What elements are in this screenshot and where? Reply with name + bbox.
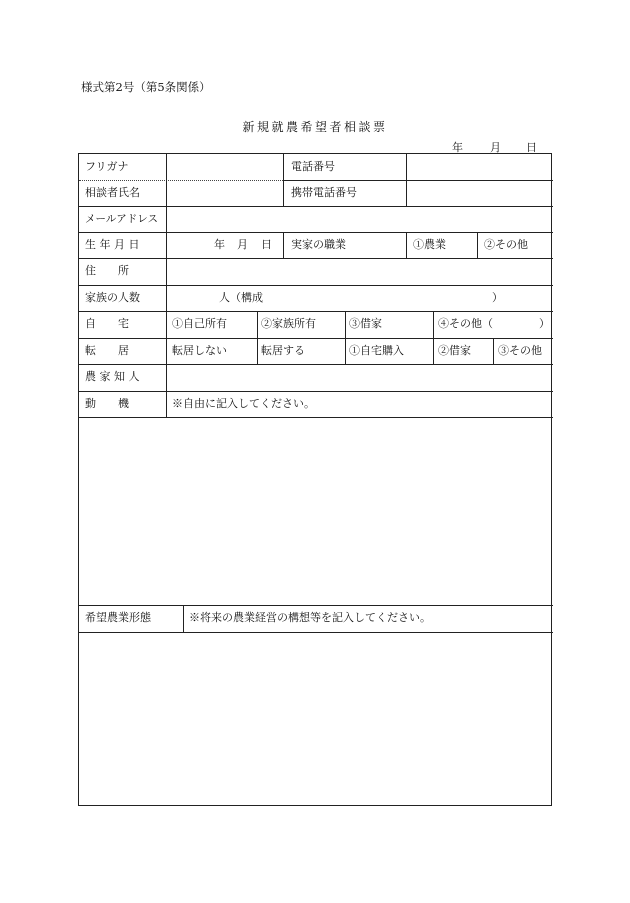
row-divider: [283, 180, 553, 181]
motive-hint: ※自由に記入してください。: [172, 397, 315, 410]
row-divider: [79, 632, 553, 633]
row-divider: [79, 258, 553, 259]
applicant-name-label: 相談者氏名: [85, 186, 140, 199]
row-divider: [79, 605, 553, 606]
col-divider: [406, 154, 407, 206]
birth-month: 月: [237, 238, 248, 251]
relocation-option-no: 転居しない: [172, 344, 227, 357]
family-job-label: 実家の職業: [291, 238, 346, 251]
col-divider: [283, 232, 284, 258]
consultation-form: [78, 153, 552, 806]
residence-option-other: ④その他（: [438, 317, 493, 330]
residence-close-paren: ）: [539, 317, 550, 330]
row-divider: [79, 391, 553, 392]
residence-option-family: ②家族所有: [261, 317, 316, 330]
relocation-option-buy: ①自宅購入: [349, 344, 404, 357]
date-day: 日: [526, 141, 537, 154]
col-divider: [166, 258, 167, 417]
furigana-divider: [79, 180, 283, 181]
form-id: 様式第2号（第5条関係）: [81, 80, 211, 94]
furigana-label: フリガナ: [85, 160, 129, 173]
row-divider: [79, 232, 553, 233]
row-divider: [79, 285, 553, 286]
col-divider: [406, 232, 407, 258]
household-close-paren: ）: [492, 291, 503, 304]
row-divider: [79, 364, 553, 365]
col-divider: [345, 311, 346, 364]
residence-option-rented: ③借家: [349, 317, 382, 330]
phone-label: 電話番号: [291, 160, 335, 173]
col-divider: [283, 154, 284, 206]
birth-year: 年: [214, 238, 225, 251]
date-year: 年: [452, 141, 463, 154]
residence-option-owned: ①自己所有: [172, 317, 227, 330]
farmer-acquaintance-label: 農 家 知 人: [85, 370, 140, 383]
col-divider: [433, 311, 434, 364]
mobile-phone-label: 携帯電話番号: [291, 186, 357, 199]
household-size-label: 家族の人数: [85, 291, 140, 304]
col-divider: [257, 311, 258, 364]
col-divider: [477, 232, 478, 258]
motive-label: 動 機: [85, 397, 129, 410]
residence-label: 自 宅: [85, 317, 129, 330]
relocation-option-yes: 転居する: [261, 344, 305, 357]
birth-day: 日: [261, 238, 272, 251]
farming-style-label: 希望農業形態: [85, 611, 151, 624]
row-divider: [79, 417, 553, 418]
date-month: 月: [490, 141, 501, 154]
row-divider: [79, 206, 553, 207]
family-job-option-other: ②その他: [484, 238, 528, 251]
address-label: 住 所: [85, 264, 129, 277]
document-title: 新規就農希望者相談票: [242, 120, 388, 134]
household-composition: 人（構成: [219, 291, 263, 304]
farming-style-hint: ※将来の農業経営の構想等を記入してください。: [189, 611, 431, 624]
col-divider: [166, 232, 167, 258]
col-divider: [166, 154, 167, 232]
col-divider: [493, 338, 494, 364]
relocation-label: 転 居: [85, 344, 129, 357]
relocation-option-other: ③その他: [498, 344, 542, 357]
family-job-option-farming: ①農業: [413, 238, 446, 251]
birthdate-label: 生 年 月 日: [85, 238, 140, 251]
col-divider: [183, 605, 184, 632]
relocation-option-rent: ②借家: [438, 344, 471, 357]
row-divider: [79, 338, 553, 339]
email-label: メールアドレス: [85, 213, 158, 225]
row-divider: [79, 311, 553, 312]
